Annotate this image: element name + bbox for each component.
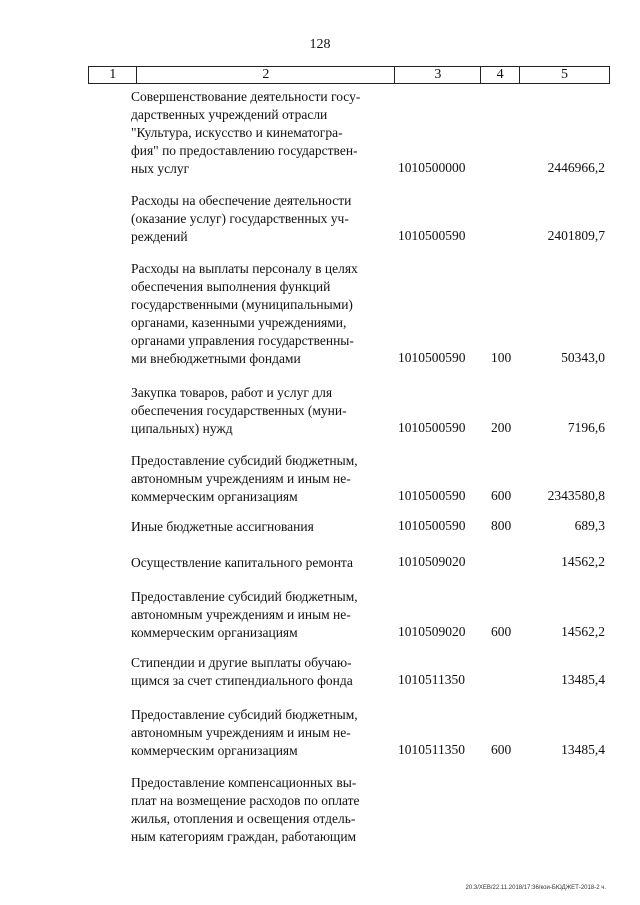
description-line: автономным учреждениям и иным не- <box>131 471 351 486</box>
description-line: (оказание услуг) государственных уч- <box>131 211 349 226</box>
description-line: коммерческим организациям <box>131 625 298 640</box>
row-amount: 2446966,2 <box>547 160 605 175</box>
description-line: жилья, отопления и освещения отдель- <box>131 811 356 826</box>
row-description <box>131 774 389 846</box>
row-code: 1010500590 <box>398 228 466 243</box>
row-expense-type: 100 <box>491 350 512 365</box>
row-description <box>131 588 389 642</box>
description-line: органами управления государственны- <box>131 333 354 348</box>
description-line: фия" по предоставлению государствен- <box>131 143 358 158</box>
column-header-table <box>88 66 610 84</box>
column-header-row <box>89 67 610 84</box>
row-description <box>131 88 389 178</box>
row-amount: 13485,4 <box>561 742 605 757</box>
row-code: 1010509020 <box>398 554 466 569</box>
description-line: Предоставление субсидий бюджетным, <box>131 453 358 468</box>
row-code: 1010509020 <box>398 624 466 639</box>
row-description <box>131 452 389 506</box>
row-description <box>131 654 389 690</box>
description-line: Предоставление компенсационных вы- <box>131 775 357 790</box>
row-description <box>131 554 389 572</box>
row-expense-type: 200 <box>491 420 512 435</box>
description-line: коммерческим организациям <box>131 489 298 504</box>
description-line: Расходы на обеспечение деятельности <box>131 193 352 208</box>
row-amount: 2401809,7 <box>547 228 605 243</box>
row-expense-type: 600 <box>491 624 512 639</box>
description-line: Иные бюджетные ассигнования <box>131 519 314 534</box>
row-amount: 689,3 <box>574 518 605 533</box>
description-line: обеспечения государственных (муни- <box>131 403 347 418</box>
row-description <box>131 260 389 368</box>
description-line: Осуществление капитального ремонта <box>131 555 353 570</box>
description-line: Предоставление субсидий бюджетным, <box>131 707 358 722</box>
description-line: Закупка товаров, работ и услуг для <box>131 385 333 400</box>
description-line: "Культура, искусство и кинематогра- <box>131 125 343 140</box>
description-line: Стипендии и другие выплаты обучаю- <box>131 655 352 670</box>
description-line: ми внебюджетными фондами <box>131 351 301 366</box>
description-line: Совершенствование деятельности госу- <box>131 89 361 104</box>
row-expense-type: 800 <box>491 518 512 533</box>
row-code: 1010511350 <box>398 672 465 687</box>
description-line: Расходы на выплаты персоналу в целях <box>131 261 358 276</box>
row-amount: 13485,4 <box>561 672 605 687</box>
description-line: автономным учреждениям и иным не- <box>131 607 351 622</box>
description-line: щимся за счет стипендиального фонда <box>131 673 353 688</box>
row-code: 1010500590 <box>398 488 466 503</box>
row-code: 1010511350 <box>398 742 465 757</box>
description-line: органами, казенными учреждениями, <box>131 315 347 330</box>
description-line: плат на возмещение расходов по оплате <box>131 793 360 808</box>
row-description <box>131 192 389 246</box>
row-amount: 50343,0 <box>561 350 605 365</box>
description-line: дарственных учреждений отрасли <box>131 107 328 122</box>
row-expense-type: 600 <box>491 742 512 757</box>
document-footer: 20.3/ХЕВ/22.11.2018/17:36/кои-БЮДЖЕТ-2018-2 ч. <box>465 885 606 891</box>
row-description <box>131 706 389 760</box>
description-line: Предоставление субсидий бюджетным, <box>131 589 358 604</box>
row-amount: 14562,2 <box>561 554 605 569</box>
description-line: автономным учреждениям и иным не- <box>131 725 351 740</box>
column-header-3: 3 <box>395 67 481 84</box>
page-number: 128 <box>309 37 331 52</box>
row-code: 1010500590 <box>398 518 466 533</box>
description-line: ным категориям граждан, работающим <box>131 829 357 844</box>
row-amount: 7196,6 <box>567 420 605 435</box>
column-header-1: 1 <box>89 67 137 84</box>
row-amount: 2343580,8 <box>547 488 605 503</box>
row-code: 1010500590 <box>398 420 466 435</box>
column-header-4: 4 <box>481 67 520 84</box>
column-header-2: 2 <box>137 67 395 84</box>
row-description <box>131 384 389 438</box>
column-header-5: 5 <box>519 67 609 84</box>
description-line: обеспечения выполнения функций <box>131 279 331 294</box>
description-line: ципальных) нужд <box>131 421 233 436</box>
row-code: 1010500000 <box>398 160 466 175</box>
row-description <box>131 518 389 536</box>
row-code: 1010500590 <box>398 350 466 365</box>
row-amount: 14562,2 <box>561 624 605 639</box>
description-line: государственными (муниципальными) <box>131 297 353 312</box>
row-expense-type: 600 <box>491 488 512 503</box>
description-line: реждений <box>131 229 188 244</box>
description-line: коммерческим организациям <box>131 743 298 758</box>
description-line: ных услуг <box>131 161 190 176</box>
